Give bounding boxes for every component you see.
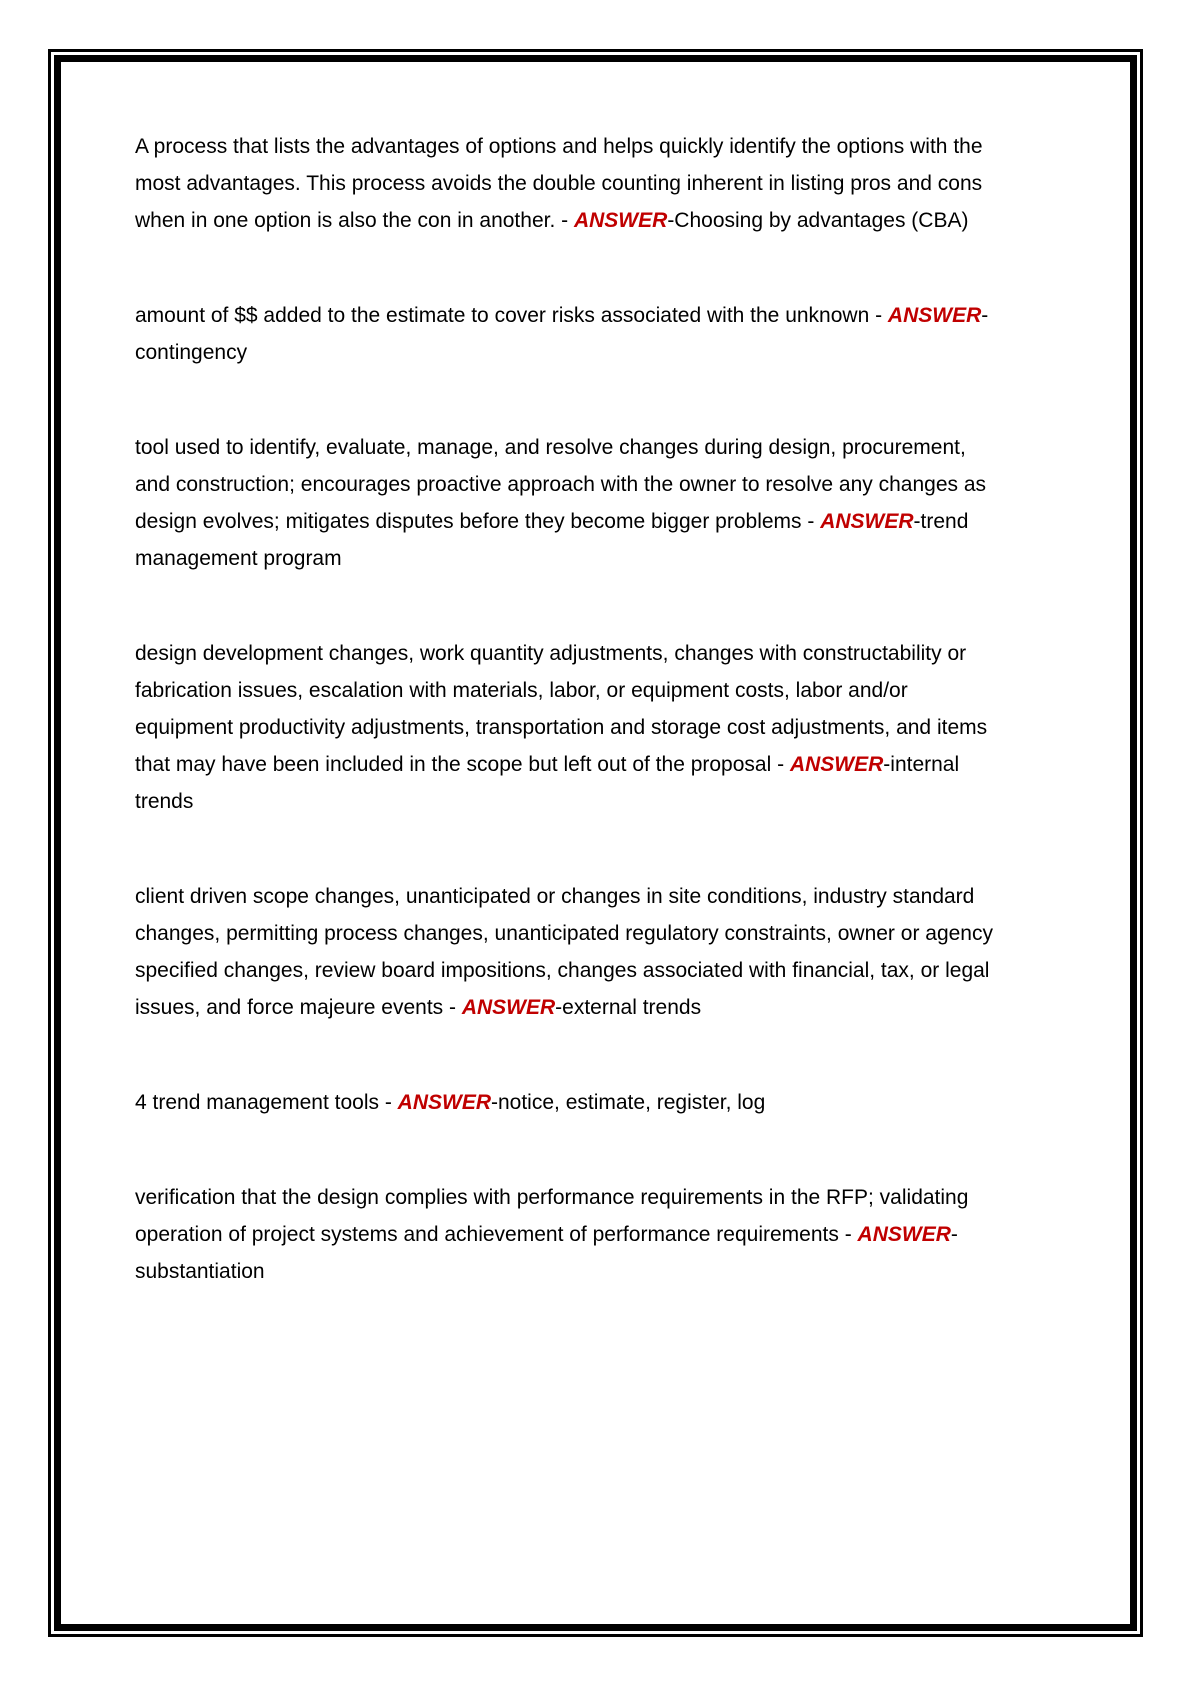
answer-label: ANSWER <box>573 209 668 232</box>
qa-paragraph-7 <box>135 1179 998 1290</box>
answer-label: ANSWER <box>789 753 884 776</box>
question-text: client driven scope changes, unanticipated or changes in site conditions, industry standard changes, permitting process changes, unanticipated regulatory constraints, owner or agency specified changes, review board impositions, changes associated with financial, tax, or legal issues, and force majeure events - <box>135 885 993 1019</box>
answer-text: -contingency <box>135 304 989 364</box>
qa-paragraph-4 <box>135 635 998 820</box>
answer-text: -Choosing by advantages (CBA) <box>667 209 969 232</box>
page-border-inner <box>54 55 1137 1631</box>
answer-text: -trend management program <box>135 510 969 570</box>
answer-text: -internal trends <box>135 753 960 813</box>
question-text: 4 trend management tools - <box>135 1091 398 1114</box>
question-text: design development changes, work quantity adjustments, changes with constructability or fabrication issues, escalation with materials, labor, or equipment costs, labor and/or equipment productivity adjustments, transportation and storage cost adjustments, and items that may have been included in the scope but left out of the proposal - <box>135 642 988 776</box>
question-text: verification that the design complies with performance requirements in the RFP; validating operation of project systems and achievement of performance requirements - <box>135 1186 969 1246</box>
qa-paragraph-3 <box>135 429 998 577</box>
answer-text: -notice, estimate, register, log <box>491 1091 766 1114</box>
answer-text: -external trends <box>555 996 702 1019</box>
question-text: A process that lists the advantages of options and helps quickly identify the options with the most advantages. This process avoids the double counting inherent in listing pros and cons when in one option is also the con in another. - <box>135 135 983 232</box>
answer-label: ANSWER <box>461 996 556 1019</box>
page-border-outer <box>48 49 1143 1637</box>
question-text: amount of $$ added to the estimate to cover risks associated with the unknown - <box>135 304 888 327</box>
answer-label: ANSWER <box>820 510 914 533</box>
qa-paragraph-2 <box>135 297 998 371</box>
question-text: tool used to identify, evaluate, manage, and resolve changes during design, procurement, and construction; encourages proactive approach with the owner to resolve any changes as design evolves; mitigates disputes before they become bigger problems - <box>135 436 987 533</box>
answer-label: ANSWER <box>397 1091 491 1114</box>
qa-paragraph-6 <box>135 1084 998 1121</box>
answer-label: ANSWER <box>857 1223 951 1246</box>
answer-text: -substantiation <box>135 1223 958 1283</box>
qa-paragraph-5 <box>135 878 998 1026</box>
answer-label: ANSWER <box>887 304 982 327</box>
qa-paragraph-1 <box>135 128 998 239</box>
document-content <box>61 62 1130 1624</box>
